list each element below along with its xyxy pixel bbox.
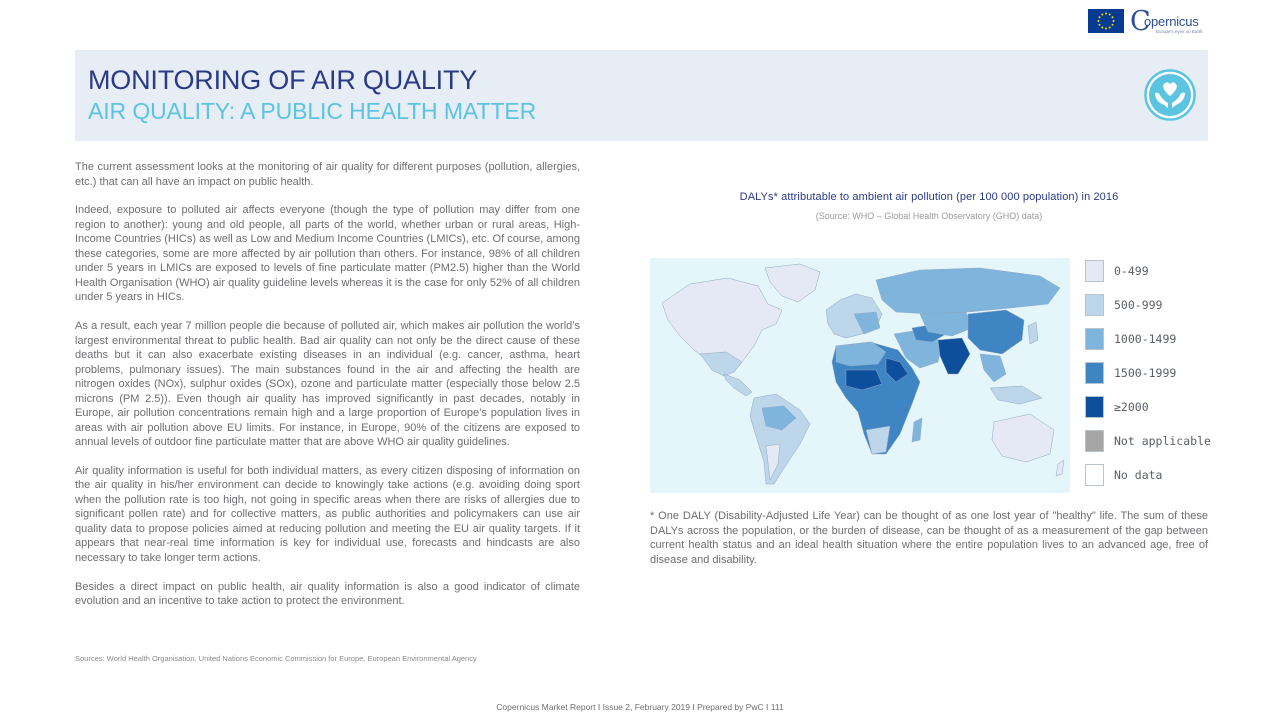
copernicus-logo-word: opernicus	[1144, 14, 1199, 29]
eu-flag-icon	[1088, 9, 1124, 33]
body-paragraph: Air quality information is useful for both individual matters, as every citizen disposing of information on the air quality in his/her environment can decide to knowingly take actions (e.g. avoiding doing sport when the pollution rate is too high, not going in specific areas when there are risks of allergies due to significant pollen rate) and for collective matters, as public authorities and policymakers can use air quality data to propose policies aimed at reducing pollution and meeting the EU air quality targets. If it appears that near-real time information is key for individual use, forecasts and hindcasts are also necessary to take longer term actions.	[75, 464, 580, 564]
legend-swatch	[1085, 260, 1104, 282]
body-paragraph: As a result, each year 7 million people die because of polluted air, which makes air pollution the world’s largest environmental threat to public health. Bad air quality can not only be the direct cause of these deaths but it can also exacerbate existing diseases in an individual (e.g. cancer, asthma, heart problems, pulmonary issues). The main substances found in the air and affecting the health are nitrogen oxides (NOx), sulphur oxides (SOx), ozone and particulate matter (especially those below 2.5 microns (PM 2.5)). Even though air quality has improved significantly in past decades, notably in Europe, air pollution concentrations remain high and a large proportion of Europe’s population lives in areas with air pollution above EU limits. For instance, in Europe, 90% of the citizens are exposed to annual levels of outdoor fine particulate matter that are above WHO air quality guidelines.	[75, 320, 580, 449]
copernicus-logo-c: C	[1130, 6, 1151, 37]
legend-swatch	[1085, 328, 1104, 350]
daly-footnote: * One DALY (Disability-Adjusted Life Year) can be thought of as one lost year of "healthy" life. The sum of these DALYs across the population, or the burden of disease, can be thought of as a measurement of the gap between current health status and an ideal health situation where the entire population lives to an advanced age, free of disease and disability.	[650, 510, 1208, 566]
header-band	[75, 50, 1208, 141]
page-title: MONITORING OF AIR QUALITY	[88, 65, 478, 95]
chart-source: (Source: WHO – Global Health Observatory (GHO) data)	[815, 211, 1043, 221]
map-legend	[1070, 258, 1211, 493]
legend-label: ≥2000	[1114, 400, 1149, 414]
body-paragraph: Besides a direct impact on public health, air quality information is also a good indicator of climate evolution and an incentive to take action to protect the environment.	[75, 580, 580, 608]
body-paragraph: The current assessment looks at the monitoring of air quality for different purposes (pollution, allergies, etc.) that can all have an impact on public health.	[75, 161, 580, 188]
legend-swatch	[1085, 430, 1104, 452]
body-text	[75, 160, 580, 623]
legend-label: 1000-1499	[1114, 332, 1177, 346]
legend-label: No data	[1114, 468, 1163, 482]
legend-label: 0-499	[1114, 264, 1149, 278]
legend-swatch	[1085, 396, 1104, 418]
world-map-icon	[650, 258, 1070, 493]
legend-label: 1500-1999	[1114, 366, 1177, 380]
header-logos	[1088, 6, 1208, 39]
body-paragraph: Indeed, exposure to polluted air affects everyone (though the type of pollution may differ from one region to another): young and old people, all parts of the world, whether urban or rural areas, High-Income Countries (HICs) as well as Low and Medium Income Countries (LMICs), etc. Of course, among these categories, some are more affected by air pollution than others. For instance, 98% of all children under 5 years in LMICs are exposed to levels of fine particulate matter (PM2.5) higher than the World Health Organisation (WHO) air quality guideline levels whereas it is the case for only 52% of all children under 5 years in HICs.	[75, 204, 580, 304]
sources-note: Sources: World Health Organisation, United Nations Economic Commission for Europe, European Environmental Agency	[75, 654, 477, 663]
chart-title: DALYs* attributable to ambient air pollution (per 100 000 population) in 2016	[739, 191, 1119, 203]
legend-label: Not applicable	[1114, 434, 1211, 448]
legend-swatch	[1085, 464, 1104, 486]
legend-swatch	[1085, 294, 1104, 316]
heart-in-hands-icon	[1144, 69, 1196, 121]
legend-label: 500-999	[1114, 298, 1163, 312]
copernicus-logo	[1130, 8, 1208, 36]
copernicus-tagline: Europe's eyes on Earth	[1156, 29, 1203, 34]
page-subtitle: AIR QUALITY: A PUBLIC HEALTH MATTER	[88, 98, 537, 124]
page-footer: Copernicus Market Report I Issue 2, February 2019 I Prepared by PwC I 111	[496, 702, 784, 712]
legend-swatch	[1085, 362, 1104, 384]
